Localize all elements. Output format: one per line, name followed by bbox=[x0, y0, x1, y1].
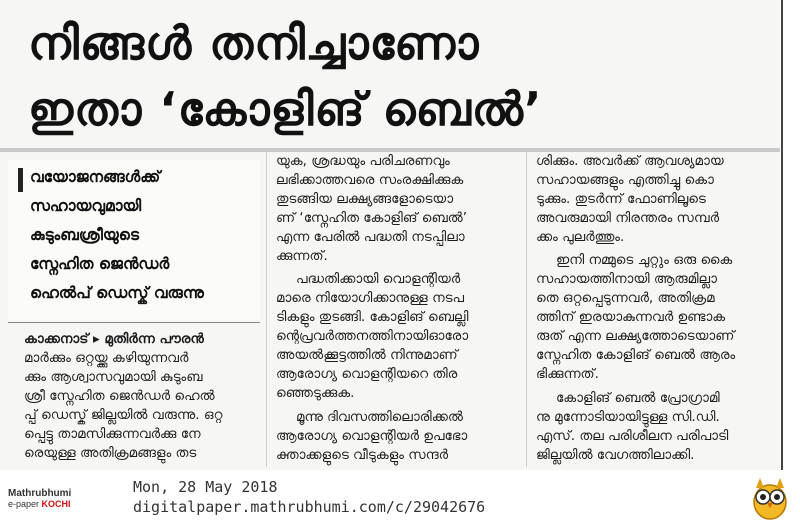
publication-date: Mon, 28 May 2018 bbox=[133, 478, 278, 496]
body-line: ണ് ‘സ്നേഹിത കോളിങ് ബെൽ’ bbox=[276, 210, 468, 226]
body-line: സഹായത്തിനായി ആരുമില്ലാ bbox=[536, 271, 717, 287]
body-line: ഞ്ഞെടുക്കുക. bbox=[276, 385, 355, 401]
body-line: പ്പ് ഡെസ്ക് ജില്ലയിൽ വരുന്നു. ഒറ്റ bbox=[24, 407, 223, 423]
brand-name: Mathrubhumi bbox=[8, 488, 72, 499]
subheading-marker bbox=[18, 168, 23, 192]
subheading-line: ഹെൽപ് ഡെസ്ക് വരുന്നു bbox=[30, 284, 204, 302]
body-line: കോളിങ് ബെൽ പ്രോഗ്രാമി bbox=[556, 390, 720, 406]
dateline: കാക്കനാട് ▸ മുതിർന്ന പൗരൻ bbox=[24, 331, 204, 347]
subheading-line: വയോജനങ്ങൾക്ക് bbox=[30, 168, 161, 186]
body-line: മാർക്കും ഒറ്റയ്ക്കു കഴിയുന്നവർ bbox=[24, 350, 189, 366]
body-line: ഇനി നമ്മുടെ ചുറ്റും ഒരു കൈ bbox=[556, 252, 733, 268]
clipping-edge bbox=[781, 0, 783, 470]
source-url[interactable]: digitalpaper.mathrubhumi.com/c/29042676 bbox=[133, 498, 486, 516]
body-line: രെയുള്ള അതിക്രമങ്ങളും തട bbox=[24, 445, 197, 461]
body-line: ക്കുന്നത്. bbox=[276, 248, 328, 264]
body-line: ന്റെപ്രവർത്തനത്തിനായിഓരോ bbox=[276, 328, 469, 344]
publisher-logo bbox=[8, 488, 71, 510]
column-rule bbox=[526, 152, 527, 467]
owl-icon bbox=[750, 476, 790, 524]
body-line: രുത് എന്ന ലക്ഷ്യത്തോടെയാണ് bbox=[536, 328, 735, 344]
body-line: ലഭിക്കാത്തവരെ സംരക്ഷിക്കുക bbox=[276, 172, 464, 188]
body-line: മൂന്നു ദിവസത്തിലൊരിക്കൽ bbox=[296, 409, 463, 425]
subheading-line: സഹായവുമായി bbox=[30, 197, 142, 215]
edition-label: KOCHI bbox=[41, 499, 71, 509]
body-line: ആരോഗ്യ വൊളന്റിയർ ഉപഭോ bbox=[276, 428, 468, 444]
body-line: ശ്രീ സ്നേഹിത ജെൻഡർ ഹെൽ bbox=[24, 388, 215, 404]
body-line: തെ ഒറ്റപ്പെടുന്നവർ, അതിക്രമ bbox=[536, 290, 715, 306]
body-line: ടികളും തുടങ്ങി. കോളിങ് ബെല്ലി bbox=[276, 309, 469, 325]
subheading-line: സ്നേഹിത ജെൻഡർ bbox=[30, 255, 170, 273]
body-line: ആരോഗ്യ വൊളന്റിയറെ തിര bbox=[276, 366, 458, 382]
body-line: അവരുമായി നിരന്തരം സമ്പർ bbox=[536, 210, 720, 226]
body-line: ക്കം പുലർത്തും. bbox=[536, 229, 625, 245]
subheading-divider bbox=[8, 322, 260, 323]
body-line: സഹായങ്ങളും എത്തിച്ചു കൊ bbox=[536, 172, 714, 188]
column-rule bbox=[266, 152, 267, 467]
body-line: എന്ന പേരിൽ പദ്ധതി നടപ്പിലാ bbox=[276, 229, 465, 245]
body-line: പദ്ധതിക്കായി വൊളന്റിയർ bbox=[296, 271, 461, 287]
headline-line-2: ഇതാ ‘കോളിങ് ബെൽ’ bbox=[28, 82, 543, 136]
body-line: യുക, ശ്രദ്ധയും പരിചരണവും bbox=[276, 153, 450, 169]
body-line: ഭിക്കുന്നത്. bbox=[536, 366, 599, 382]
subheading-line: കുടുംബശ്രീയുടെ bbox=[30, 226, 139, 244]
brand-epaper: e-paper bbox=[8, 499, 40, 509]
body-line: ത്തിന് ഇരയാകുന്നവർ ഉണ്ടാക bbox=[536, 309, 726, 325]
body-line: പ്പെട്ടു താമസിക്കുന്നവർക്കു നേ bbox=[24, 426, 201, 442]
body-line: ക്കും ആശ്വാസവുമായി കുടുംബ bbox=[24, 369, 203, 385]
body-line: അയൽക്കൂട്ടത്തിൽ നിന്നുമാണ് bbox=[276, 347, 458, 363]
body-line: മാരെ നിയോഗിക്കാനുള്ള നടപ bbox=[276, 290, 465, 306]
body-line: ക്താക്കളുടെ വീടുകളും സന്ദർ bbox=[276, 447, 449, 463]
brand-subtitle bbox=[8, 499, 71, 510]
body-line: ജില്ലയിൽ വേഗത്തിലാക്കി. bbox=[536, 447, 695, 463]
body-line: ടുക്കും. തുടർന്ന് ഫോണിലൂടെ bbox=[536, 191, 706, 207]
body-line: സ്നേഹിത കോളിങ് ബെൽ ആരം bbox=[536, 347, 736, 363]
body-line: ശിക്കും. അവർക്ക് ആവശ്യമായ bbox=[536, 153, 724, 169]
headline-line-1: നിങ്ങൾ തനിച്ചാണോ bbox=[28, 16, 480, 70]
subheading-box bbox=[8, 160, 260, 320]
body-line: തുടങ്ങിയ ലക്ഷ്യങ്ങളോടെയാ bbox=[276, 191, 454, 207]
body-line: നു മുന്നോടിയായിട്ടുള്ള സി.ഡി. bbox=[536, 409, 720, 425]
body-line: എസ്. തല പരിശീലന പരിപാടി bbox=[536, 428, 729, 444]
